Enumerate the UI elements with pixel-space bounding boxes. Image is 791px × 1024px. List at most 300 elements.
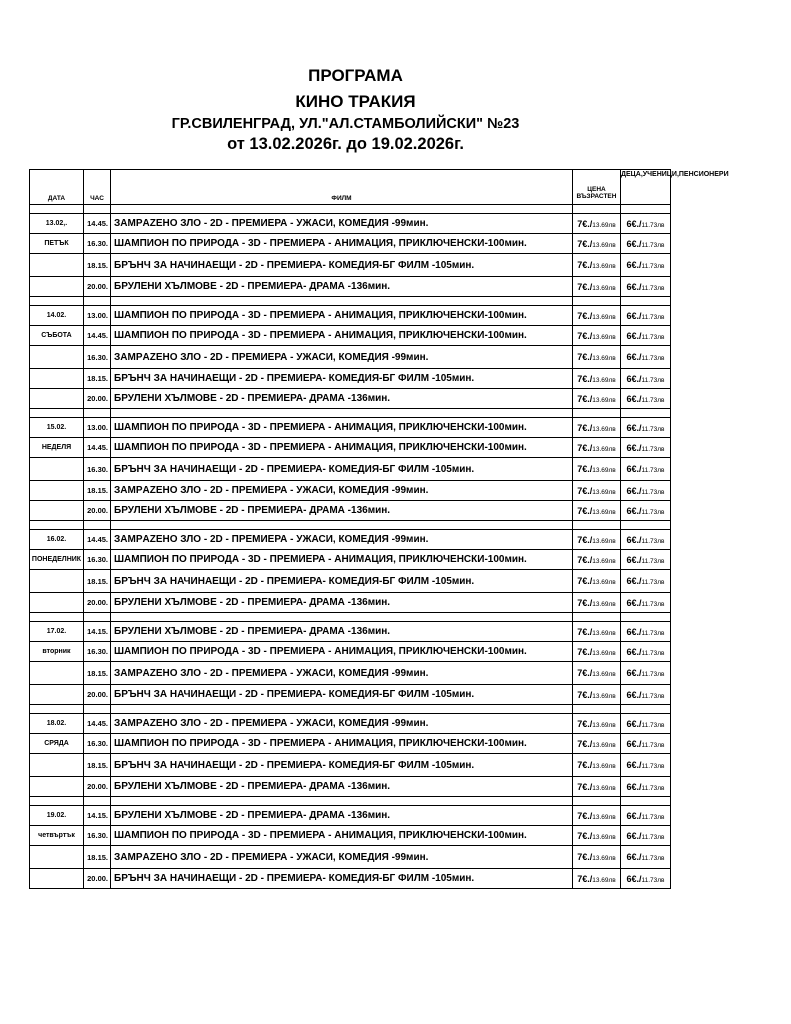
price-adult-bgn: 13.69лв	[592, 396, 616, 404]
price-adult-eur: 7€./	[577, 373, 593, 384]
price-reduced-eur: 6€./	[626, 352, 642, 362]
price-reduced	[621, 806, 671, 826]
price-reduced-eur: 6€./	[626, 393, 642, 404]
film-title: БРУЛЕНИ ХЪЛМОВЕ - 2D - ПРЕМИЕРА- ДРАМА -136мин.	[111, 777, 573, 797]
price-reduced	[621, 369, 671, 389]
price-reduced-eur: 6€./	[626, 373, 642, 384]
day-cell	[30, 593, 84, 613]
price-reduced	[621, 550, 671, 570]
film-title: ШАМПИОН ПО ПРИРОДА - 3D - ПРЕМИЕРА - АНИМАЦИЯ, ПРИКЛЮЧЕНСКИ-100мин.	[111, 734, 573, 754]
price-reduced-bgn: 11.73лв	[641, 333, 665, 341]
day-cell	[30, 777, 84, 797]
showtime-row	[30, 306, 671, 326]
price-adult	[573, 754, 621, 777]
price-reduced-bgn: 11.73лв	[641, 579, 665, 586]
price-reduced-bgn: 11.73лв	[641, 376, 665, 384]
price-adult-eur: 7€./	[577, 830, 593, 841]
day-cell	[30, 685, 84, 705]
price-adult	[573, 458, 621, 481]
showtime-row	[30, 734, 671, 754]
day-cell	[30, 501, 84, 521]
price-reduced-eur: 6€./	[626, 442, 642, 453]
price-reduced-eur: 6€./	[626, 830, 642, 841]
film-title: ШАМПИОН ПО ПРИРОДА - 3D - ПРЕМИЕРА - АНИМАЦИЯ, ПРИКЛЮЧЕНСКИ-100мин.	[111, 826, 573, 846]
price-adult	[573, 346, 621, 369]
spacer-cell	[111, 297, 573, 306]
price-adult-eur: 7€./	[577, 505, 593, 516]
spacer-cell	[30, 705, 84, 714]
price-adult-eur: 7€./	[577, 873, 593, 884]
day-cell	[30, 869, 84, 889]
price-adult-eur: 7€./	[577, 718, 593, 729]
film-title: ЗАМРAZЕНО ЗЛО - 2D - ПРЕМИЕРА - УЖАСИ, КОМЕДИЯ -99мин.	[111, 481, 573, 501]
price-reduced-bgn: 11.73лв	[641, 813, 665, 821]
spacer-row	[30, 409, 671, 418]
header-price-reduced: ДЕЦА,УЧЕНИЦИ,ПЕНСИОНЕРИ	[621, 170, 671, 205]
price-adult-eur: 7€./	[577, 218, 593, 229]
price-adult-bgn: 13.69лв	[592, 537, 616, 545]
price-adult-eur: 7€./	[577, 330, 593, 341]
price-reduced	[621, 754, 671, 777]
showtime: 18.15.	[84, 570, 111, 593]
film-title: БРЪНЧ ЗА НАЧИНАЕЩИ - 2D - ПРЕМИЕРА- КОМЕДИЯ-БГ ФИЛМ -105мин.	[111, 458, 573, 481]
table-header-row	[30, 170, 671, 205]
spacer-cell	[84, 409, 111, 418]
price-reduced-bgn: 11.73лв	[641, 488, 665, 496]
day-cell: 18.02.	[30, 714, 84, 734]
price-reduced-bgn: 11.73лв	[641, 721, 665, 729]
price-adult-eur: 7€./	[577, 781, 593, 792]
price-adult-bgn: 13.69лв	[592, 333, 616, 341]
price-adult	[573, 254, 621, 277]
showtime-row	[30, 826, 671, 846]
price-adult-eur: 7€./	[577, 238, 593, 249]
spacer-row	[30, 205, 671, 214]
price-adult	[573, 642, 621, 662]
price-adult-eur: 7€./	[577, 422, 593, 433]
price-reduced	[621, 593, 671, 613]
day-cell: вторник	[30, 642, 84, 662]
price-adult-bgn: 13.69лв	[592, 855, 616, 862]
price-reduced-eur: 6€./	[626, 238, 642, 249]
day-cell: четвъртък	[30, 826, 84, 846]
schedule-table	[29, 169, 729, 889]
price-adult-bgn: 13.69лв	[592, 508, 616, 516]
price-adult	[573, 234, 621, 254]
price-adult-eur: 7€./	[577, 646, 593, 657]
film-title: БРУЛЕНИ ХЪЛМОВЕ - 2D - ПРЕМИЕРА- ДРАМА -136мин.	[111, 501, 573, 521]
price-reduced-eur: 6€./	[626, 422, 642, 433]
film-title: ШАМПИОН ПО ПРИРОДА - 3D - ПРЕМИЕРА - АНИМАЦИЯ, ПРИКЛЮЧЕНСКИ-100мин.	[111, 418, 573, 438]
price-adult-bgn: 13.69лв	[592, 600, 616, 608]
spacer-cell	[30, 297, 84, 306]
price-reduced	[621, 346, 671, 369]
header-time: ЧАС	[84, 170, 111, 205]
price-adult	[573, 806, 621, 826]
showtime-row	[30, 570, 671, 593]
price-adult	[573, 826, 621, 846]
showtime-row	[30, 714, 671, 734]
film-title: ШАМПИОН ПО ПРИРОДА - 3D - ПРЕМИЕРА - АНИМАЦИЯ, ПРИКЛЮЧЕНСКИ-100мин.	[111, 306, 573, 326]
price-adult-eur: 7€./	[577, 597, 593, 608]
showtime: 20.00.	[84, 777, 111, 797]
price-adult-bgn: 13.69лв	[592, 313, 616, 321]
film-title: ЗАМРAZЕНО ЗЛО - 2D - ПРЕМИЕРА - УЖАСИ, КОМЕДИЯ -99мин.	[111, 214, 573, 234]
price-reduced-eur: 6€./	[626, 873, 642, 884]
price-reduced-eur: 6€./	[626, 738, 642, 749]
price-adult-eur: 7€./	[577, 260, 593, 270]
price-reduced	[621, 389, 671, 409]
price-reduced-eur: 6€./	[626, 260, 642, 270]
showtime-row	[30, 277, 671, 297]
film-title: БРУЛЕНИ ХЪЛМОВЕ - 2D - ПРЕМИЕРА- ДРАМА -136мин.	[111, 277, 573, 297]
spacer-cell	[30, 409, 84, 418]
price-reduced	[621, 254, 671, 277]
day-cell	[30, 754, 84, 777]
price-reduced-bgn: 11.73лв	[641, 671, 665, 678]
price-reduced	[621, 501, 671, 521]
spacer-row	[30, 797, 671, 806]
spacer-cell	[621, 521, 671, 530]
price-adult-eur: 7€./	[577, 281, 593, 292]
showtime: 14.45.	[84, 214, 111, 234]
showtime-row	[30, 622, 671, 642]
price-adult-bgn: 13.69лв	[592, 833, 616, 841]
price-reduced-eur: 6€./	[626, 689, 642, 700]
price-adult-eur: 7€./	[577, 689, 593, 700]
day-cell: НЕДЕЛЯ	[30, 438, 84, 458]
day-cell: 16.02.	[30, 530, 84, 550]
day-cell: 13.02,.	[30, 214, 84, 234]
price-reduced-bgn: 11.73лв	[641, 284, 665, 292]
day-cell	[30, 570, 84, 593]
price-reduced	[621, 306, 671, 326]
price-reduced-bgn: 11.73лв	[641, 425, 665, 433]
price-reduced-eur: 6€./	[626, 310, 642, 321]
price-adult-eur: 7€./	[577, 852, 593, 862]
price-adult	[573, 734, 621, 754]
showtime: 20.00.	[84, 389, 111, 409]
price-reduced	[621, 846, 671, 869]
price-adult	[573, 662, 621, 685]
price-adult-eur: 7€./	[577, 442, 593, 453]
price-reduced	[621, 458, 671, 481]
spacer-cell	[111, 797, 573, 806]
film-title: ЗАМРAZЕНО ЗЛО - 2D - ПРЕМИЕРА - УЖАСИ, КОМЕДИЯ -99мин.	[111, 346, 573, 369]
film-title: ШАМПИОН ПО ПРИРОДА - 3D - ПРЕМИЕРА - АНИМАЦИЯ, ПРИКЛЮЧЕНСКИ-100мин.	[111, 326, 573, 346]
price-reduced	[621, 481, 671, 501]
spacer-cell	[30, 797, 84, 806]
price-reduced-eur: 6€./	[626, 554, 642, 565]
day-cell	[30, 389, 84, 409]
showtime-row	[30, 418, 671, 438]
showtime: 13.00.	[84, 418, 111, 438]
day-cell: ПОНЕДЕЛНИК	[30, 550, 84, 570]
showtime: 20.00.	[84, 685, 111, 705]
showtime-row	[30, 326, 671, 346]
spacer-cell	[621, 205, 671, 214]
spacer-row	[30, 705, 671, 714]
showtime: 18.15.	[84, 481, 111, 501]
price-reduced-bgn: 11.73лв	[641, 692, 665, 700]
price-reduced-eur: 6€./	[626, 576, 642, 586]
day-cell	[30, 369, 84, 389]
price-adult-bgn: 13.69лв	[592, 784, 616, 792]
price-adult	[573, 481, 621, 501]
header-date: ДАТА	[30, 170, 84, 205]
showtime-row	[30, 530, 671, 550]
price-adult-eur: 7€./	[577, 576, 593, 586]
showtime: 20.00.	[84, 869, 111, 889]
price-reduced	[621, 326, 671, 346]
price-reduced-bgn: 11.73лв	[641, 855, 665, 862]
price-adult-eur: 7€./	[577, 310, 593, 321]
price-reduced-bgn: 11.73лв	[641, 600, 665, 608]
price-adult-bgn: 13.69лв	[592, 445, 616, 453]
film-title: ЗАМРAZЕНО ЗЛО - 2D - ПРЕМИЕРА - УЖАСИ, КОМЕДИЯ -99мин.	[111, 662, 573, 685]
price-adult	[573, 570, 621, 593]
price-adult-bgn: 13.69лв	[592, 284, 616, 292]
showtime-row	[30, 846, 671, 869]
price-adult	[573, 277, 621, 297]
price-adult-bgn: 13.69лв	[592, 241, 616, 249]
price-reduced-bgn: 11.73лв	[641, 508, 665, 516]
spacer-cell	[84, 521, 111, 530]
showtime: 16.30.	[84, 642, 111, 662]
showtime-row	[30, 754, 671, 777]
price-reduced-bgn: 11.73лв	[641, 741, 665, 749]
price-reduced	[621, 622, 671, 642]
day-cell	[30, 481, 84, 501]
price-reduced-bgn: 11.73лв	[641, 876, 665, 884]
price-adult-bgn: 13.69лв	[592, 376, 616, 384]
cinema-address: ГР.СВИЛЕНГРАД, УЛ."АЛ.СТАМБОЛИЙСКИ" №23	[171, 116, 520, 132]
showtime: 20.00.	[84, 593, 111, 613]
showtime-row	[30, 254, 671, 277]
price-reduced	[621, 234, 671, 254]
price-reduced-eur: 6€./	[626, 668, 642, 678]
showtime-row	[30, 438, 671, 458]
showtime-row	[30, 777, 671, 797]
price-reduced	[621, 530, 671, 550]
price-adult	[573, 593, 621, 613]
showtime: 14.15.	[84, 806, 111, 826]
spacer-cell	[573, 409, 621, 418]
showtime: 20.00.	[84, 277, 111, 297]
showtime: 14.45.	[84, 438, 111, 458]
day-cell: ПЕТЪК	[30, 234, 84, 254]
spacer-cell	[621, 797, 671, 806]
price-reduced-bgn: 11.73лв	[641, 313, 665, 321]
price-reduced-eur: 6€./	[626, 646, 642, 657]
price-adult	[573, 369, 621, 389]
film-title: ШАМПИОН ПО ПРИРОДА - 3D - ПРЕМИЕРА - АНИМАЦИЯ, ПРИКЛЮЧЕНСКИ-100мин.	[111, 642, 573, 662]
price-reduced	[621, 734, 671, 754]
price-reduced	[621, 277, 671, 297]
film-title: ЗАМРAZЕНО ЗЛО - 2D - ПРЕМИЕРА - УЖАСИ, КОМЕДИЯ -99мин.	[111, 714, 573, 734]
price-reduced	[621, 777, 671, 797]
price-reduced-eur: 6€./	[626, 218, 642, 229]
film-title: БРУЛЕНИ ХЪЛМОВЕ - 2D - ПРЕМИЕРА- ДРАМА -136мин.	[111, 593, 573, 613]
price-reduced-eur: 6€./	[626, 464, 642, 474]
spacer-cell	[84, 797, 111, 806]
price-adult-eur: 7€./	[577, 464, 593, 474]
showtime: 14.45.	[84, 530, 111, 550]
price-adult-bgn: 13.69лв	[592, 488, 616, 496]
showtime-row	[30, 662, 671, 685]
showtime: 13.00.	[84, 306, 111, 326]
price-adult-bgn: 13.69лв	[592, 813, 616, 821]
day-cell	[30, 254, 84, 277]
showtime: 16.30.	[84, 458, 111, 481]
showtime: 16.30.	[84, 346, 111, 369]
spacer-cell	[84, 705, 111, 714]
spacer-cell	[111, 613, 573, 622]
spacer-cell	[621, 613, 671, 622]
showtime: 14.15.	[84, 622, 111, 642]
price-reduced-bgn: 11.73лв	[641, 833, 665, 841]
day-cell: СЪБОТА	[30, 326, 84, 346]
showtime: 16.30.	[84, 234, 111, 254]
price-adult	[573, 306, 621, 326]
price-adult	[573, 685, 621, 705]
price-adult	[573, 326, 621, 346]
film-title: БРУЛЕНИ ХЪЛМОВЕ - 2D - ПРЕМИЕРА- ДРАМА -136мин.	[111, 622, 573, 642]
spacer-row	[30, 297, 671, 306]
price-reduced-bgn: 11.73лв	[641, 467, 665, 474]
day-cell	[30, 662, 84, 685]
price-reduced-bgn: 11.73лв	[641, 629, 665, 637]
showtime: 14.45.	[84, 714, 111, 734]
price-adult-bgn: 13.69лв	[592, 763, 616, 770]
spacer-cell	[30, 613, 84, 622]
price-reduced-eur: 6€./	[626, 485, 642, 496]
price-reduced-eur: 6€./	[626, 781, 642, 792]
showtime-row	[30, 642, 671, 662]
price-adult-bgn: 13.69лв	[592, 876, 616, 884]
price-reduced-eur: 6€./	[626, 852, 642, 862]
price-reduced	[621, 826, 671, 846]
price-adult-bgn: 13.69лв	[592, 557, 616, 565]
film-title: БРЪНЧ ЗА НАЧИНАЕЩИ - 2D - ПРЕМИЕРА- КОМЕДИЯ-БГ ФИЛМ -105мин.	[111, 869, 573, 889]
price-adult-eur: 7€./	[577, 393, 593, 404]
showtime-row	[30, 593, 671, 613]
spacer-cell	[621, 409, 671, 418]
price-reduced-bgn: 11.73лв	[641, 241, 665, 249]
spacer-row	[30, 521, 671, 530]
film-title: БРЪНЧ ЗА НАЧИНАЕЩИ - 2D - ПРЕМИЕРА- КОМЕДИЯ-БГ ФИЛМ -105мин.	[111, 254, 573, 277]
price-adult-eur: 7€./	[577, 554, 593, 565]
price-adult-eur: 7€./	[577, 352, 593, 362]
day-cell	[30, 346, 84, 369]
price-adult	[573, 550, 621, 570]
spacer-cell	[111, 205, 573, 214]
showtime: 18.15.	[84, 254, 111, 277]
price-adult-bgn: 13.69лв	[592, 629, 616, 637]
price-adult	[573, 846, 621, 869]
price-reduced	[621, 662, 671, 685]
day-cell: 14.02.	[30, 306, 84, 326]
header-film: ФИЛМ	[111, 170, 573, 205]
film-title: БРУЛЕНИ ХЪЛМОВЕ - 2D - ПРЕМИЕРА- ДРАМА -136мин.	[111, 389, 573, 409]
price-reduced-eur: 6€./	[626, 718, 642, 729]
film-title: БРЪНЧ ЗА НАЧИНАЕЩИ - 2D - ПРЕМИЕРА- КОМЕДИЯ-БГ ФИЛМ -105мин.	[111, 754, 573, 777]
price-adult	[573, 777, 621, 797]
price-reduced-bgn: 11.73лв	[641, 263, 665, 270]
price-adult-eur: 7€./	[577, 760, 593, 770]
day-cell	[30, 458, 84, 481]
showtime: 18.15.	[84, 369, 111, 389]
price-adult	[573, 438, 621, 458]
price-adult	[573, 622, 621, 642]
price-reduced-eur: 6€./	[626, 505, 642, 516]
price-reduced	[621, 570, 671, 593]
header-price-adult: ЦЕНА ВЪЗРАСТЕН	[573, 170, 621, 205]
spacer-cell	[573, 797, 621, 806]
day-cell	[30, 846, 84, 869]
price-adult	[573, 501, 621, 521]
spacer-cell	[111, 409, 573, 418]
showtime: 16.30.	[84, 826, 111, 846]
price-adult-bgn: 13.69лв	[592, 649, 616, 657]
spacer-cell	[573, 521, 621, 530]
showtime: 20.00.	[84, 501, 111, 521]
price-adult-bgn: 13.69лв	[592, 579, 616, 586]
price-reduced-bgn: 11.73лв	[641, 557, 665, 565]
price-reduced	[621, 438, 671, 458]
price-reduced-eur: 6€./	[626, 760, 642, 770]
price-reduced-bgn: 11.73лв	[641, 396, 665, 404]
film-title: ШАМПИОН ПО ПРИРОДА - 3D - ПРЕМИЕРА - АНИМАЦИЯ, ПРИКЛЮЧЕНСКИ-100мин.	[111, 550, 573, 570]
showtime-row	[30, 869, 671, 889]
title-program: ПРОГРАМА	[308, 66, 403, 85]
film-title: ШАМПИОН ПО ПРИРОДА - 3D - ПРЕМИЕРА - АНИМАЦИЯ, ПРИКЛЮЧЕНСКИ-100мин.	[111, 438, 573, 458]
price-reduced	[621, 214, 671, 234]
price-adult-eur: 7€./	[577, 810, 593, 821]
price-reduced	[621, 869, 671, 889]
spacer-cell	[84, 205, 111, 214]
spacer-cell	[621, 297, 671, 306]
showtime-row	[30, 346, 671, 369]
showtime: 18.15.	[84, 754, 111, 777]
showtime-row	[30, 806, 671, 826]
price-reduced-eur: 6€./	[626, 810, 642, 821]
price-reduced-bgn: 11.73лв	[641, 355, 665, 362]
price-adult-bgn: 13.69лв	[592, 221, 616, 229]
film-title: ЗАМРAZЕНО ЗЛО - 2D - ПРЕМИЕРА - УЖАСИ, КОМЕДИЯ -99мин.	[111, 530, 573, 550]
showtime-row	[30, 214, 671, 234]
spacer-cell	[573, 297, 621, 306]
price-reduced	[621, 685, 671, 705]
showtime: 16.30.	[84, 550, 111, 570]
price-adult-bgn: 13.69лв	[592, 721, 616, 729]
showtime-row	[30, 458, 671, 481]
price-adult-bgn: 13.69лв	[592, 355, 616, 362]
price-reduced-bgn: 11.73лв	[641, 649, 665, 657]
price-adult-bgn: 13.69лв	[592, 263, 616, 270]
day-cell: СРЯДА	[30, 734, 84, 754]
spacer-cell	[84, 613, 111, 622]
price-reduced-bgn: 11.73лв	[641, 784, 665, 792]
day-cell	[30, 277, 84, 297]
price-reduced	[621, 714, 671, 734]
showtime-row	[30, 685, 671, 705]
spacer-cell	[30, 205, 84, 214]
price-adult-eur: 7€./	[577, 738, 593, 749]
spacer-cell	[573, 205, 621, 214]
spacer-cell	[84, 297, 111, 306]
film-title: ЗАМРAZЕНО ЗЛО - 2D - ПРЕМИЕРА - УЖАСИ, КОМЕДИЯ -99мин.	[111, 846, 573, 869]
